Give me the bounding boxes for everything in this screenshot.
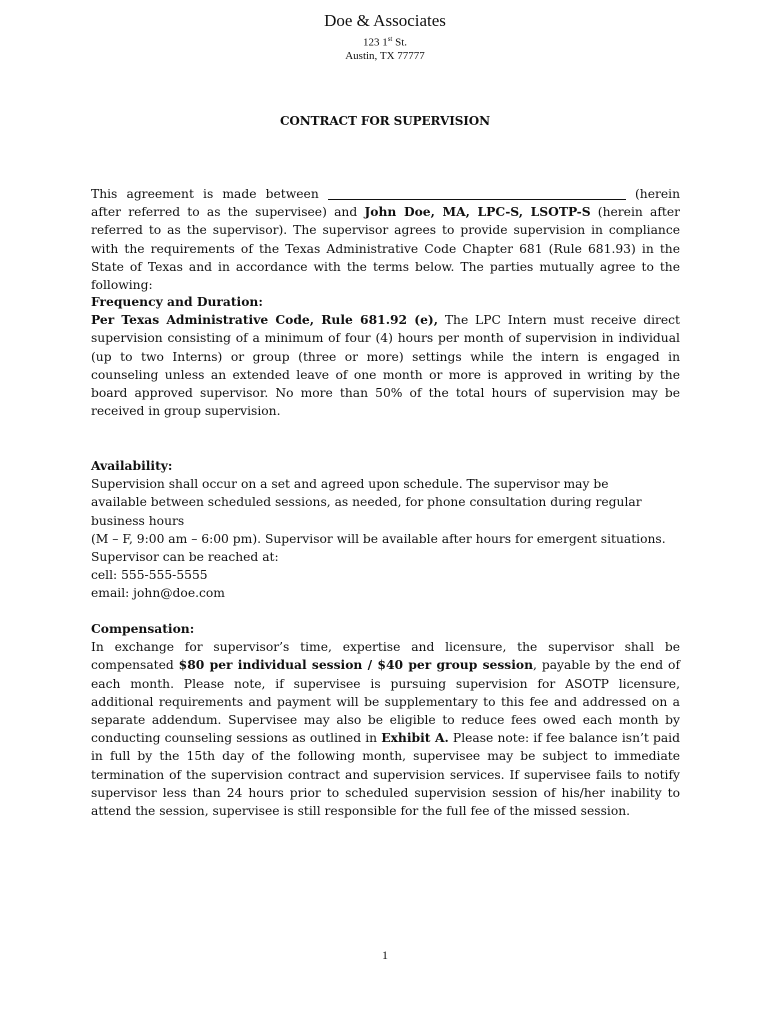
exhibit-a-reference: Exhibit A. — [381, 730, 449, 746]
street-name: St. — [392, 36, 408, 49]
availability-section — [91, 457, 680, 603]
availability-line-2: available between scheduled sessions, as needed, for phone consultation during regular — [91, 495, 642, 510]
availability-heading: Availability: — [91, 458, 173, 473]
availability-line-4: (M – F, 9:00 am – 6:00 pm). Supervisor will be available after hours for emergent situations. — [91, 531, 666, 546]
supervisee-name-blank — [328, 187, 626, 200]
street-ordinal: st — [387, 35, 393, 43]
frequency-rule: Per Texas Administrative Code, Rule 681.92 (e), — [91, 312, 439, 328]
frequency-text: The LPC Intern must receive direct supervision consisting of a minimum of four (4) hours per month of supervision in individual (up to two Interns) or group (three or more) settings while the intern is engaged in counseling unless an extended leave of one month or more is approved in writing by the board approved supervisor. No more than 50% of the total hours of supervision may be received in group supervision. — [91, 313, 680, 419]
availability-line-3: business hours — [91, 513, 185, 528]
compensation-fee: $80 per individual session / $40 per group session — [178, 657, 534, 673]
street-number: 123 1 — [362, 36, 388, 49]
letterhead-street — [0, 35, 770, 49]
frequency-heading: Frequency and Duration: — [91, 294, 263, 309]
availability-line-1: Supervision shall occur on a set and agreed upon schedule. The supervisor may be — [91, 477, 609, 492]
cell-phone: cell: 555-555-5555 — [91, 568, 208, 583]
letterhead-name: Doe & Associates — [324, 11, 446, 30]
availability-line-5: Supervisor can be reached at: — [91, 550, 279, 565]
compensation-section — [91, 620, 680, 820]
compensation-text-3: Please note: if fee balance isn’t paid in full by the 15th day of the following month, supervisee may be subject to immediate termination of the supervision contract and supervision services. If supervisee fails to notify supervisor less than 24 hours prior to scheduled supervision session of his/her inability to attend the session, supervisee is still responsible for the full fee of the missed session. — [91, 731, 680, 819]
intro-text-1: This agreement is made between — [91, 187, 328, 201]
compensation-text-1: In exchange for supervisor’s time, expertise and licensure, the supervisor shall be compensated — [91, 640, 680, 673]
supervisor-name: John Doe, MA, LPC-S, LSOTP-S — [364, 204, 591, 220]
compensation-paragraph — [91, 638, 680, 820]
page-number: 1 — [382, 948, 388, 962]
intro-paragraph — [91, 185, 680, 294]
compensation-heading: Compensation: — [91, 621, 195, 636]
frequency-section — [91, 293, 680, 420]
compensation-text-2: , payable by the end of each month. Please note, if supervisee is pursuing supervision for ASOTP licensure, additional requirements and payment will be supplementary to this fee and addressed on a separate addendum. Supervisee may also be eligible to reduce fees owed each month by conducting counseling sessions as outlined in — [91, 658, 680, 746]
email-address: email: john@doe.com — [91, 586, 225, 601]
intro-text-2: (herein after referred to as the supervisee) and — [91, 187, 680, 220]
frequency-paragraph — [91, 311, 680, 420]
intro-text-3: (herein after referred to as the supervisor). The supervisor agrees to provide supervision in compliance with the requirements of the Texas Administrative Code Chapter 681 (Rule 681.93) in the State of Texas and in accordance with the terms below. The parties mutually agree to the following: — [91, 205, 680, 293]
document-title: CONTRACT FOR SUPERVISION — [279, 114, 491, 128]
letterhead-city: Austin, TX 77777 — [345, 50, 425, 62]
